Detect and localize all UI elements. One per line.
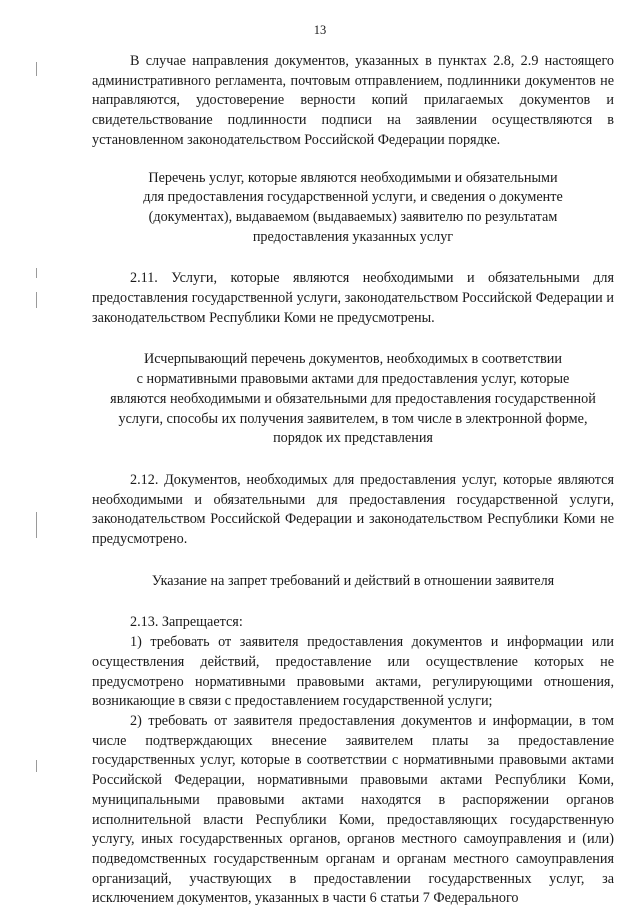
paragraph-2-11: 2.11. Услуги, которые являются необходимыми и обязательными для предоставления государственной услуги, законодательством Российской Федерации и законодательством Республики Коми не предусмотрены. — [92, 270, 614, 326]
document-body — [92, 52, 614, 909]
scan-margin-mark — [36, 62, 37, 76]
heading-line: услуги, способы их получения заявителем, в том числе в электронной форме, — [118, 410, 588, 427]
heading-line: Исчерпывающий перечень документов, необходимых в соответствии — [144, 351, 562, 368]
page-number: 13 — [313, 23, 327, 37]
list-item: 2) требовать от заявителя предоставления документов и информации, в том числе подтверждающих внесение заявителем платы за предоставление государственных услуг, которые в соответствии с нормативными правовыми актами Российской Федерации, нормативными правовыми актами Республики Коми, муниципальными правовыми актами находятся в распоряжении органов исполнительной власти Республики Коми, предоставляющих государственную услугу, иных государственных органов, органов местного самоуправления и (или) подведомственных государственным органам и органам местного самоуправления организаций, участвующих в предоставлении государственных услуг, за исключением документов, указанных в части 6 статьи 7 Федерального — [92, 712, 614, 907]
list-item: 1) требовать от заявителя предоставления документов и информации или осуществления действий, предоставление или осуществление которых не предусмотрено нормативными правовыми актами, регулирующими отношения, возникающие в связи с предоставлением государственной услуги; — [92, 634, 614, 710]
heading-line: с нормативными правовыми актами для предоставления услуг, которые — [136, 371, 570, 388]
section-heading-prohibitions: Указание на запрет требований и действий в отношении заявителя — [151, 572, 555, 589]
heading-line: Перечень услуг, которые являются необходимыми и обязательными — [148, 169, 558, 186]
scan-margin-mark — [36, 292, 37, 308]
scan-margin-mark — [36, 512, 37, 538]
paragraph-2-13-intro: 2.13. Запрещается: — [130, 614, 243, 631]
heading-line: являются необходимыми и обязательными для предоставления государственной — [110, 390, 596, 407]
heading-line: для предоставления государственной услуги, и сведения о документе — [143, 189, 563, 206]
scan-margin-mark — [36, 760, 37, 772]
paragraph-2-12: 2.12. Документов, необходимых для предоставления услуг, которые являются необходимыми и обязательными для предоставления государственной услуги, законодательством Российской Федерации и законодательством Республики Коми не предусмотрено. — [92, 471, 614, 548]
section-heading-required-services — [92, 169, 614, 248]
scan-margin-mark — [36, 268, 37, 278]
heading-line: (документах), выдаваемом (выдаваемых) заявителю по результатам — [148, 208, 558, 225]
paragraph-postal-submission: В случае направления документов, указанных в пунктах 2.8, 2.9 настоящего административного регламента, почтовым отправлением, подлинники документов не направляются, удостоверение верности копий прилагаемых документов и свидетельствование подлинности подписи на заявлении осуществляются в установленном законодательством Российской Федерации порядке. — [92, 53, 614, 148]
section-heading-document-list — [92, 350, 614, 449]
heading-line: порядок их представления — [273, 430, 433, 447]
heading-line: предоставления указанных услуг — [252, 228, 454, 245]
